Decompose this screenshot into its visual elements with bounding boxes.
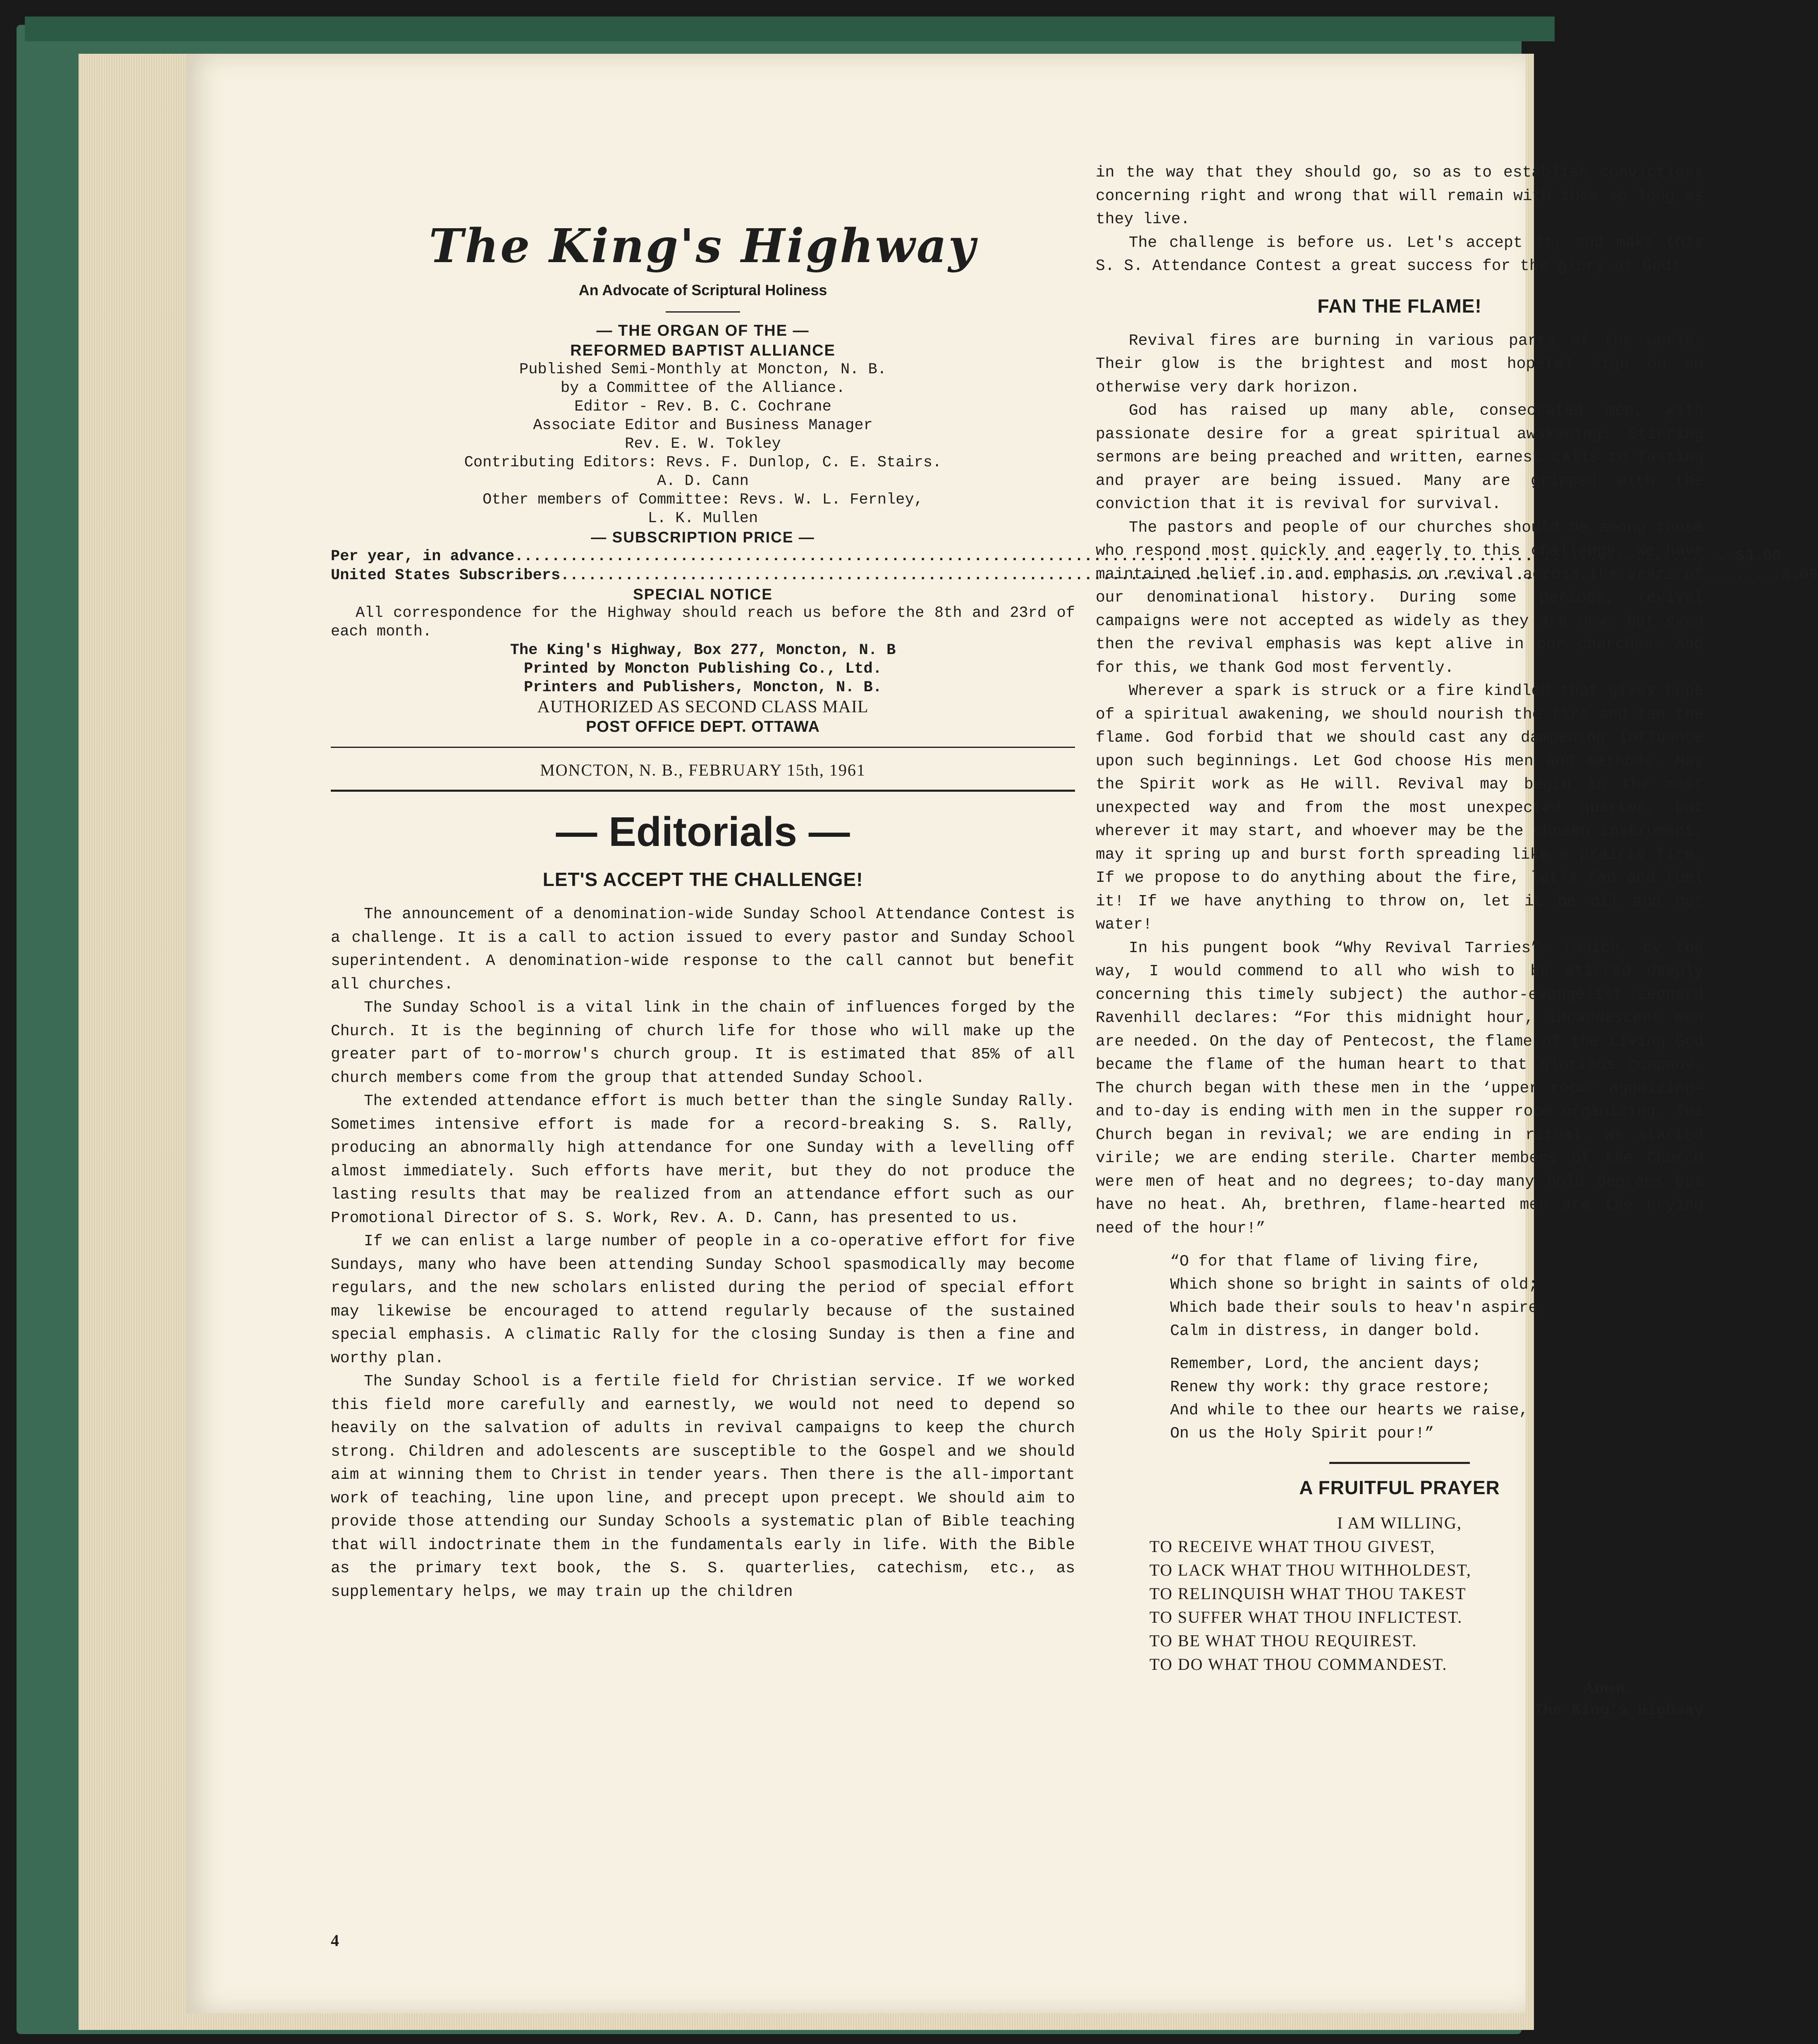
article-paragraph: in the way that they should go, so as to establish convictions concerning right and wrong that will remain with them so long as they live.	[1096, 164, 1703, 228]
price-value: 3.00	[1781, 567, 1818, 584]
signoff: The King's Highway	[1534, 1702, 1703, 1719]
editorials-heading: — Editorials —	[556, 809, 850, 855]
article-paragraph: The Sunday School is a vital link in the chain of influences forged by the Church. It is the beginning of church life for those who will make up the greater part of to-morrow's church group. It is estimated that 85% of all church members come from the group that attended Sunday School.	[331, 999, 1075, 1087]
poem-stanza	[1096, 1250, 1703, 1343]
article-heading: A FRUITFUL PRAYER	[1299, 1477, 1500, 1498]
price-row	[331, 566, 1818, 585]
article-paragraph: The Sunday School is a fertile field for Christian service. If we worked this field more carefully and earnestly, we would not need to depend so heavily on the salvation of adults in revival campaigns to keep the church strong. Children and adolescents are susceptible to the Gospel and we should aim at winning them to Christ in tender years. Then there is the all-important work of teaching, line upon line, and precept upon precept. We should aim to provide those attending our Sunday Schools a systematic plan of Bible teaching that will indoctrinate them in the fundamentals early in life. With the Bible as the primary text book, the S. S. quarterlies, catechism, etc., as supplementary helps, we may train up the children	[331, 1373, 1075, 1601]
info-line: Published Semi-Monthly at Moncton, N. B.	[519, 361, 887, 378]
special-notice-text: All correspondence for the Highway should reach us before the 8th and 23rd of each month.	[331, 604, 1075, 640]
divider	[666, 311, 740, 313]
organ-name: REFORMED BAPTIST ALLIANCE	[570, 342, 836, 359]
price-row	[331, 547, 1782, 566]
article-paragraph: Wherever a spark is struck or a fire kindled that gives hope of a spiritual awakening, we should nourish the fire and fan the flame. God forbid that we should cast any dampening influence upon such beginnings. Let God choose His men and methods. May the Spirit work as He will. Revival may begin in the most unexpected way and from the most unexpected quarter, but wherever it may start, and whoever may be the chosen instrument, may it spring up and burst forth spreading like a prairie fire. If we propose to do anything about the fire, let's fan and fuel it! If we have anything to throw on, let it be oil and not water!	[1096, 682, 1703, 934]
price-value: $3.00	[1735, 548, 1782, 565]
address-line: Printed by Moncton Publishing Co., Ltd.	[524, 660, 882, 678]
prayer-line: TO SUFFER WHAT THOU INFLICTEST.	[1149, 1608, 1463, 1626]
info-line: by a Committee of the Alliance.	[560, 380, 846, 397]
prayer-line: TO BE WHAT THOU REQUIREST.	[1149, 1631, 1417, 1650]
dateline: MONCTON, N. B., FEBRUARY 15th, 1961	[540, 761, 866, 779]
organ-line: — THE ORGAN OF THE —	[596, 322, 810, 339]
info-line: A. D. Cann	[657, 473, 749, 490]
article-paragraph: In his pungent book “Why Revival Tarries”, (which, by the way, I would commend to all who wish to be stirred deeply concerning this timely subject) the author-evangelist Leonard Ravenhill declares: “For this midnight hour, incandescent men are needed. On the day of Pentecost, the flame of the Living God became the flame of the human heart to that glorious company. The church began with these men in the ‘upper room’ agonizing—and to-day is ending with men in the supper room organizing. The Church began in revival; we are ending in ritual. We started virile; we are ending sterile. Charter members of the Church were men of heat and no degrees; to-day many hold degrees but have no heat. Ah, brethren, flame-hearted men are the crying need of the hour!”	[1096, 939, 1703, 1237]
prayer-line: TO RECEIVE WHAT THOU GIVEST,	[1149, 1537, 1436, 1556]
prayer-line: I AM WILLING,	[1337, 1514, 1462, 1532]
book-edge	[25, 17, 1555, 41]
poem-line: Which bade their souls to heav'n aspire,	[1170, 1299, 1548, 1317]
mail-authorization-dept: POST OFFICE DEPT. OTTAWA	[586, 718, 820, 735]
article-paragraph: The extended attendance effort is much better than the single Sunday Rally. Sometimes intensive effort is made for a record-breaking S. S. Rally, producing an abnormally high attendance for one Sunday with a levelling off almost immediately. Such efforts have merit, but they do not produce the lasting results that may be realized from an attendance effort such as our Promotional Director of S. S. Work, Rev. A. D. Cann, has presented to us.	[331, 1092, 1075, 1227]
prayer-line: TO LACK WHAT THOU WITHHOLDEST,	[1149, 1561, 1472, 1579]
poem-line: Renew thy work: thy grace restore;	[1170, 1378, 1491, 1396]
poem-stanza	[1096, 1353, 1703, 1445]
subscription-heading: — SUBSCRIPTION PRICE —	[591, 529, 815, 546]
masthead-tagline: An Advocate of Scriptural Holiness	[578, 282, 827, 298]
price-label: Per year, in advance	[331, 548, 515, 565]
article-paragraph: The challenge is before us. Let's accept it, and make this S. S. Attendance Contest a great success for the glory of God!	[1096, 234, 1703, 275]
prayer-line: TO DO WHAT THOU COMMANDEST.	[1149, 1655, 1448, 1674]
article-paragraph: The announcement of a denomination-wide Sunday School Attendance Contest is a challenge. It is a call to action issued to every pastor and Sunday School superintendent. A denomination-wide response to the call cannot but benefit all churches.	[331, 905, 1075, 993]
article-paragraph: If we can enlist a large number of people in a co-operative effort for five Sundays, many who have been attending Sunday School spasmodically may become regulars, and the new scholars enlisted during the period of special effort may likewise be encouraged to attend regularly because of the sustained special emphasis. A climatic Rally for the closing Sunday is then a fine and worthy plan.	[331, 1232, 1075, 1367]
page-number: 4	[331, 1931, 339, 1950]
info-line: Editor - Rev. B. C. Cochrane	[574, 398, 831, 415]
article-paragraph: Revival fires are burning in various parts of the world. Their glow is the brightest and most hopeful sign on an otherwise very dark horizon.	[1096, 332, 1703, 396]
article-paragraph: The pastors and people of our churches should be among those who respond most quickly and eagerly to this challenge. We have maintained belief in and emphasis on revival across the years of our denominational history. During some periods, revival campaigns were not accepted as widely as they are now, but even then the revival emphasis was kept alive in our churches. And for this, we thank God most fervently.	[1096, 518, 1703, 677]
price-label: United States Subscribers	[331, 567, 561, 584]
poem-line: Which shone so bright in saints of old;	[1170, 1276, 1538, 1294]
page	[186, 54, 1818, 2013]
mail-authorization: AUTHORIZED AS SECOND CLASS MAIL	[537, 697, 869, 716]
address-line: Printers and Publishers, Moncton, N. B.	[524, 679, 882, 696]
divider	[331, 790, 1075, 792]
address-line: The King's Highway, Box 277, Moncton, N. B	[510, 642, 896, 659]
article-heading: LET'S ACCEPT THE CHALLENGE!	[542, 869, 863, 890]
info-line: L. K. Mullen	[647, 510, 758, 527]
divider	[1329, 1462, 1470, 1464]
info-line: Associate Editor and Business Manager	[533, 417, 873, 434]
article-paragraph: God has raised up many able, consecrated men, with passionate desire for a great spiritual awakening. Stirring sermons are being preached and written, earnest calls to fasting and prayer are being issued. Many are gripped with the conviction that it is revival for survival.	[1096, 402, 1703, 513]
divider	[331, 747, 1075, 748]
info-line: Rev. E. W. Tokley	[625, 435, 781, 453]
masthead-title: The King's Highway	[429, 219, 977, 273]
prayer-amen: Amen.	[1582, 1678, 1629, 1697]
poem-line: “O for that flame of living fire,	[1170, 1253, 1481, 1270]
poem-line: Calm in distress, in danger bold.	[1170, 1322, 1481, 1340]
info-line: Other members of Committee: Revs. W. L. Fernley,	[483, 491, 923, 509]
prayer-line: TO RELINQUISH WHAT THOU TAKEST	[1149, 1584, 1467, 1603]
special-notice-heading: SPECIAL NOTICE	[633, 586, 773, 603]
poem-line: On us the Holy Spirit pour!”	[1170, 1425, 1434, 1442]
article-heading: FAN THE FLAME!	[1317, 295, 1482, 317]
right-column	[1096, 161, 1703, 1722]
poem-line: Remember, Lord, the ancient days;	[1170, 1355, 1481, 1373]
info-line: Contributing Editors: Revs. F. Dunlop, C. E. Stairs.	[464, 454, 942, 471]
poem-line: And while to thee our hearts we raise,	[1170, 1402, 1529, 1419]
